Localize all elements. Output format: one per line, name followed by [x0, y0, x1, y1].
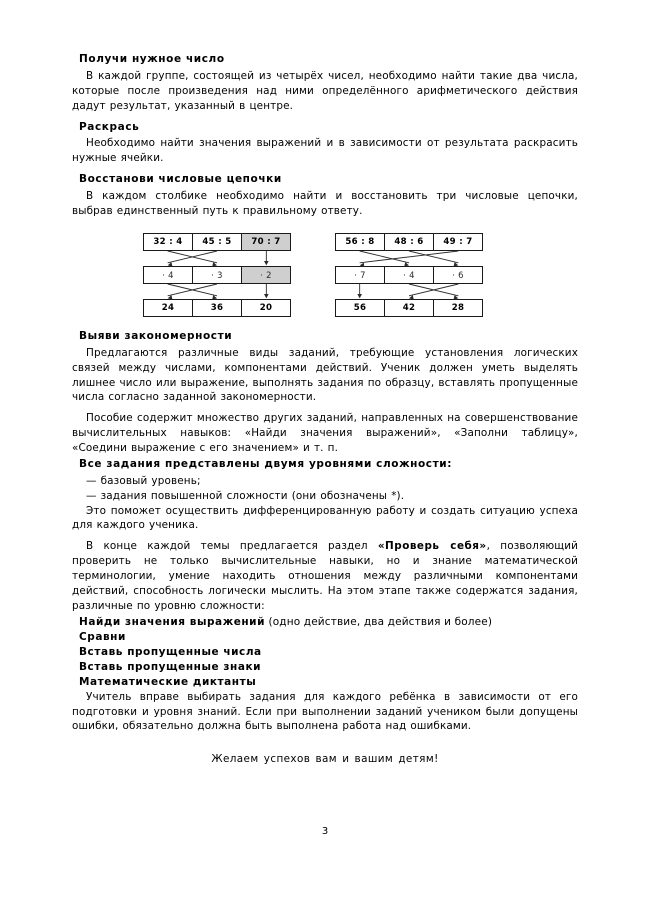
- diagram-cell: 36: [193, 300, 242, 316]
- section-heading-poluchi: Получи нужное число: [79, 53, 225, 65]
- level-item-basic: — базовый уровень;: [86, 474, 201, 487]
- diagram-cell: 28: [434, 300, 482, 316]
- chain-arrow: [360, 251, 409, 267]
- task-type-sravni: Сравни: [79, 630, 126, 643]
- diagram-cell: · 7: [336, 267, 385, 283]
- diagram-cell: · 6: [434, 267, 482, 283]
- heading-levels: Все задания представлены двумя уровнями сложности:: [79, 457, 453, 470]
- chain-arrow: [409, 251, 458, 267]
- task-naidi-note: (одно действие, два действия и более): [264, 615, 493, 628]
- task-type-diktanty: Математические диктанты: [79, 675, 257, 688]
- chain-arrow: [264, 284, 269, 298]
- page-content: [72, 52, 578, 765]
- spacer: [72, 735, 578, 744]
- diagram-cell: 42: [385, 300, 434, 316]
- diagram-cell: 56: [336, 300, 385, 316]
- paragraph-posobie: Пособие содержит множество других заданий, направленных на совершенствование вычислительных навыков: «Найди значения выражений», «Заполни таблицу», «Соедини выражение с его значением» и т. п.: [72, 412, 578, 454]
- task-type-vstav-chisla: Вставь пропущенные числа: [79, 645, 262, 658]
- task-naidi-bold: Найди значения выражений: [79, 615, 265, 628]
- proverka-title-bold: «Проверь себя»: [377, 540, 487, 553]
- chain-arrow: [409, 284, 458, 300]
- chain-arrow: [264, 251, 269, 265]
- section-heading-zakonomernosti: Выяви закономерности: [79, 329, 233, 342]
- spacer: [72, 744, 578, 753]
- chain-arrow: [168, 251, 217, 267]
- diagram-cell: · 4: [144, 267, 193, 283]
- diagram-cell: 70 : 7: [242, 234, 290, 250]
- closing-wish: Желаем успехов вам и вашим детям!: [211, 753, 439, 766]
- diagram-cell: 32 : 4: [144, 234, 193, 250]
- paragraph-zakonomernosti: Предлагаются различные виды заданий, требующие установления логических связей между числами, компонентами действий. Ученик должен уметь выделять лишнее число или выражение, выполнять задания по образцу, вставлять пропущенные числа согласно заданной закономерности.: [72, 346, 578, 404]
- page-number: 3: [321, 826, 329, 837]
- diagram-cell: 56 : 8: [336, 234, 385, 250]
- diagram-cell: 48 : 6: [385, 234, 434, 250]
- section-paragraph-raskras: Необходимо найти значения выражений и в зависимости от результата раскрасить нужные ячейки.: [72, 137, 578, 165]
- section-paragraph-vosstanovi: В каждом столбике необходимо найти и восстановить три числовые цепочки, выбрав единственный путь к правильному ответу.: [72, 190, 578, 217]
- chain-arrow: [357, 284, 362, 298]
- chain-arrow: [168, 284, 217, 300]
- diagram-cell: 49 : 7: [434, 234, 482, 250]
- task-type-vstav-znaki: Вставь пропущенные знаки: [79, 660, 262, 673]
- paragraph-pomozhet: Это поможет осуществить дифференцированную работу и создать ситуацию успеха для каждого ученика.: [72, 504, 578, 532]
- chain-arrow: [168, 251, 217, 267]
- diagram-arrows: [143, 233, 291, 317]
- diagram-cell: · 3: [193, 267, 242, 283]
- diagram-cell: 20: [242, 300, 290, 316]
- proverka-text-post: , позволяющий проверить не только вычислительные навыки, но и знание математической терминологии, умение находить отношения между различными компонентами действий, способность логически мыслить. На этом этапе также содержатся задания, различные по уровню сложности:: [72, 540, 578, 612]
- diagram-cell: 45 : 5: [193, 234, 242, 250]
- paragraph-uchitel: Учитель вправе выбирать задания для каждого ребёнка в зависимости от его подготовки и уровня знаний. Если при выполнении заданий учеником были допущены ошибки, обязательно должна быть выполнена работа над ошибками.: [72, 690, 578, 733]
- chain-arrow: [409, 284, 458, 300]
- diagram-arrows: [335, 233, 483, 317]
- number-chain-diagram-left: [143, 233, 291, 317]
- number-chain-diagram-right: [335, 233, 483, 317]
- diagram-cell: 24: [144, 300, 193, 316]
- diagram-cell: · 4: [385, 267, 434, 283]
- level-item-advanced: — задания повышенной сложности (они обозначены *).: [86, 489, 405, 502]
- paragraph-proverka: [72, 539, 578, 613]
- chain-arrow: [168, 284, 217, 300]
- section-heading-raskras: Раскрась: [79, 120, 140, 133]
- diagram-cell: · 2: [242, 267, 290, 283]
- section-paragraph-poluchi: В каждой группе, состоящей из четырёх чисел, необходимо найти такие два числа, которые после произведения над ними определённого арифметического действия дадут результат, указанный в центре.: [72, 69, 578, 112]
- number-chains-diagrams: [72, 229, 578, 321]
- proverka-text-pre: В конце каждой темы предлагается раздел: [86, 540, 378, 553]
- task-type-naidi: [72, 615, 578, 630]
- section-heading-vosstanovi: Восстанови числовые цепочки: [79, 173, 282, 186]
